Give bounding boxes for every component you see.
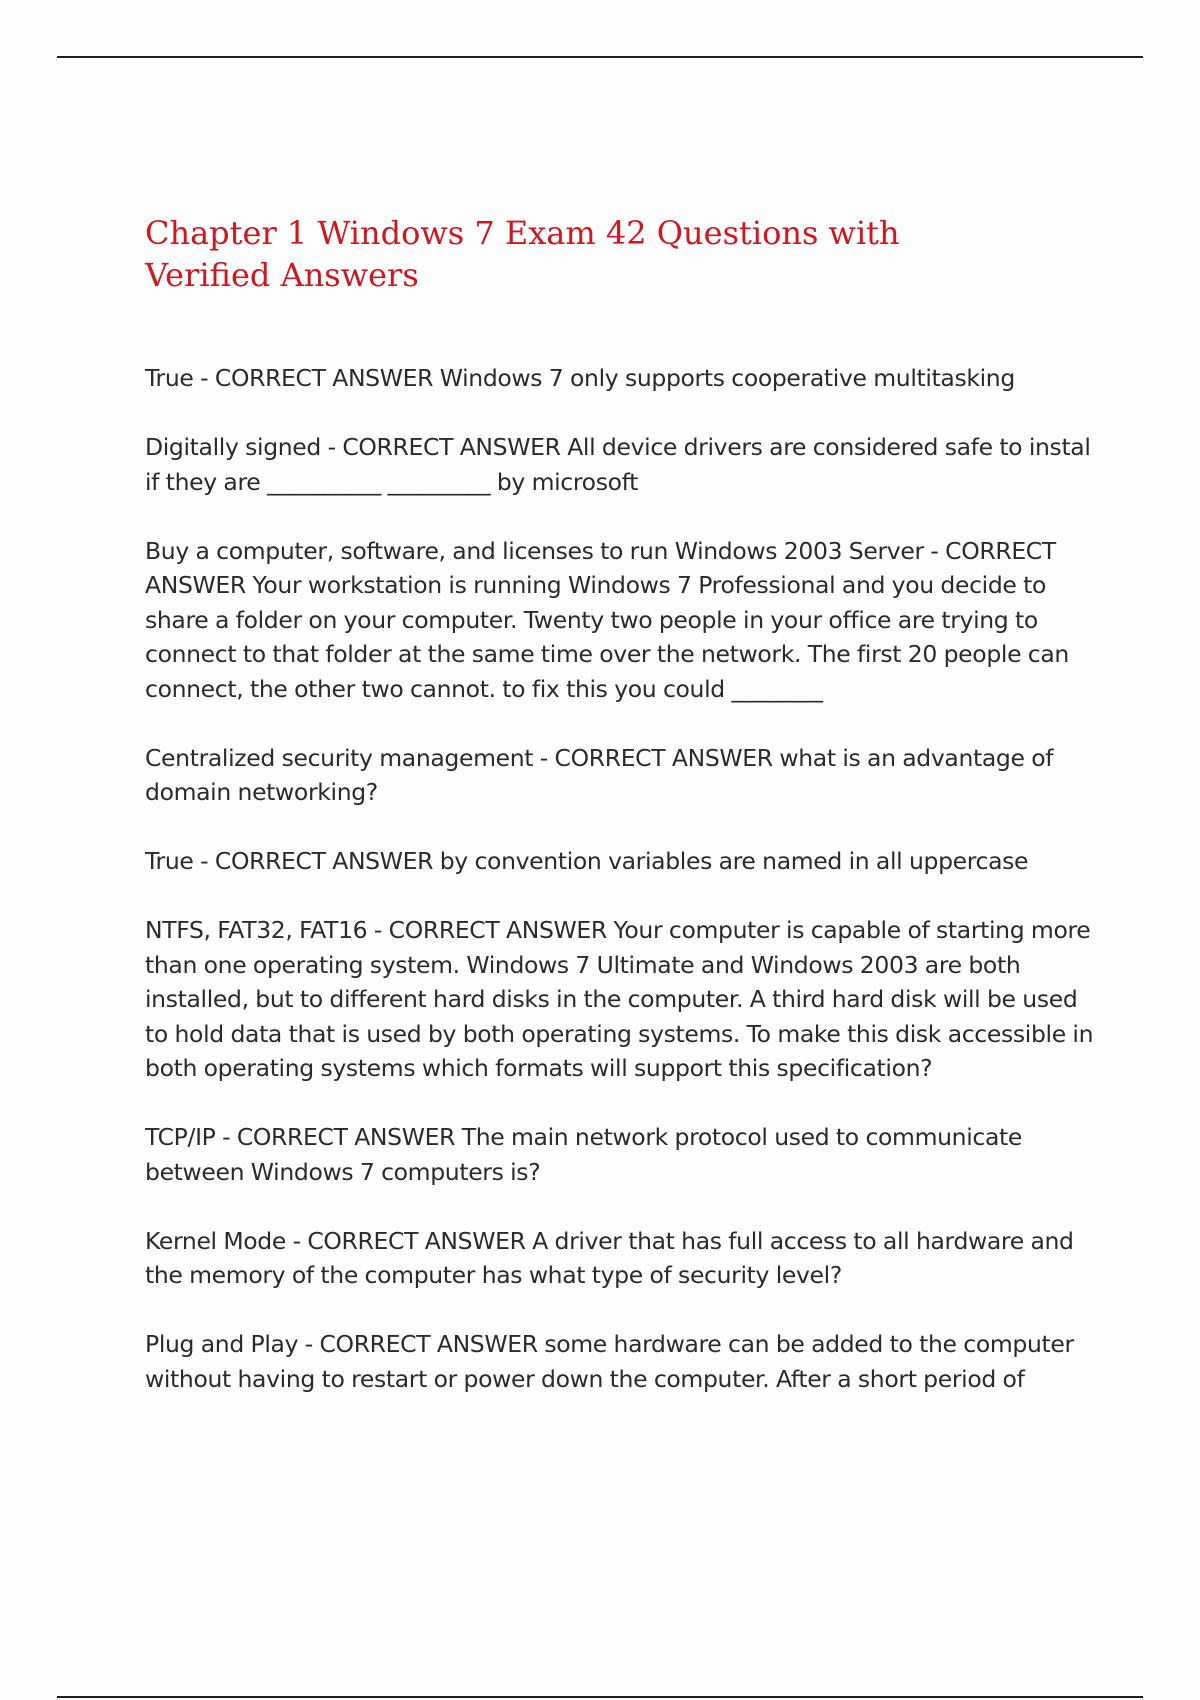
qa-answer: Buy a computer, software, and licenses to run Windows 2003 Server	[145, 536, 924, 565]
qa-question: The main network protocol used to communicate between Windows 7 computers is?	[145, 1123, 1022, 1186]
qa-answer: Kernel Mode	[145, 1226, 286, 1255]
qa-question: by convention variables are named in all uppercase	[439, 847, 1029, 875]
bottom-rule	[57, 1696, 1143, 1698]
qa-separator: - CORRECT ANSWER	[193, 364, 440, 392]
qa-item	[145, 844, 1095, 879]
qa-item	[145, 361, 1095, 396]
qa-answer: TCP/IP	[145, 1123, 216, 1151]
qa-question: Windows 7 only supports cooperative multitasking	[439, 364, 1015, 392]
qa-separator: - CORRECT ANSWER	[215, 1123, 462, 1151]
qa-item	[145, 1224, 1095, 1293]
qa-separator: - CORRECT ANSWER	[298, 1330, 545, 1358]
qa-separator: - CORRECT ANSWER	[367, 916, 614, 944]
qa-separator: - CORRECT ANSWER	[533, 743, 780, 772]
qa-answer: True	[145, 364, 194, 392]
qa-separator: - CORRECT ANSWER	[193, 847, 440, 875]
qa-item	[145, 1120, 1095, 1189]
qa-item	[145, 913, 1095, 1086]
document-content	[145, 212, 1095, 1431]
qa-question: All device drivers are considered safe to instal if they are __________ _________ by microsoft	[145, 433, 1091, 496]
qa-question: Your computer is capable of starting more than one operating system. Windows 7 Ultimate and Windows 2003 are both installed, but to different hard disks in the computer. A third hard disk will be used to hold data that is used by both operating systems. To make this disk accessible in both operating systems which formats will support this specification?	[145, 916, 1094, 1082]
qa-item	[145, 1327, 1095, 1396]
qa-question: what is an advantage of domain networking?	[145, 743, 1054, 806]
qa-answer: Plug and Play	[145, 1330, 299, 1358]
qa-separator: - CORRECT ANSWER	[145, 536, 1056, 599]
top-rule	[57, 56, 1143, 58]
qa-item	[145, 430, 1095, 499]
qa-separator: - CORRECT ANSWER	[320, 433, 568, 461]
qa-item	[145, 741, 1095, 810]
qa-list	[145, 361, 1095, 1396]
qa-question: some hardware can be added to the computer without having to restart or power down the computer. After a short period of	[145, 1330, 1074, 1393]
qa-answer: NTFS, FAT32, FAT16	[145, 916, 368, 944]
document-title: Chapter 1 Windows 7 Exam 42 Questions with Verified Answers	[145, 214, 900, 294]
qa-answer: True	[145, 847, 194, 875]
qa-answer: Digitally signed	[145, 433, 321, 461]
qa-question: Your workstation is running Windows 7 Professional and you decide to share a folder on your computer. Twenty two people in your office are trying to connect to that folder at the same time over the network. The first 20 people can connect, the other two cannot. to fix this you could ________	[145, 571, 1069, 703]
qa-item	[145, 534, 1095, 707]
qa-question: A driver that has full access to all hardware and the memory of the computer has what type of security level?	[145, 1226, 1074, 1289]
qa-separator: - CORRECT ANSWER	[285, 1226, 533, 1255]
qa-answer: Centralized security management	[145, 743, 534, 772]
